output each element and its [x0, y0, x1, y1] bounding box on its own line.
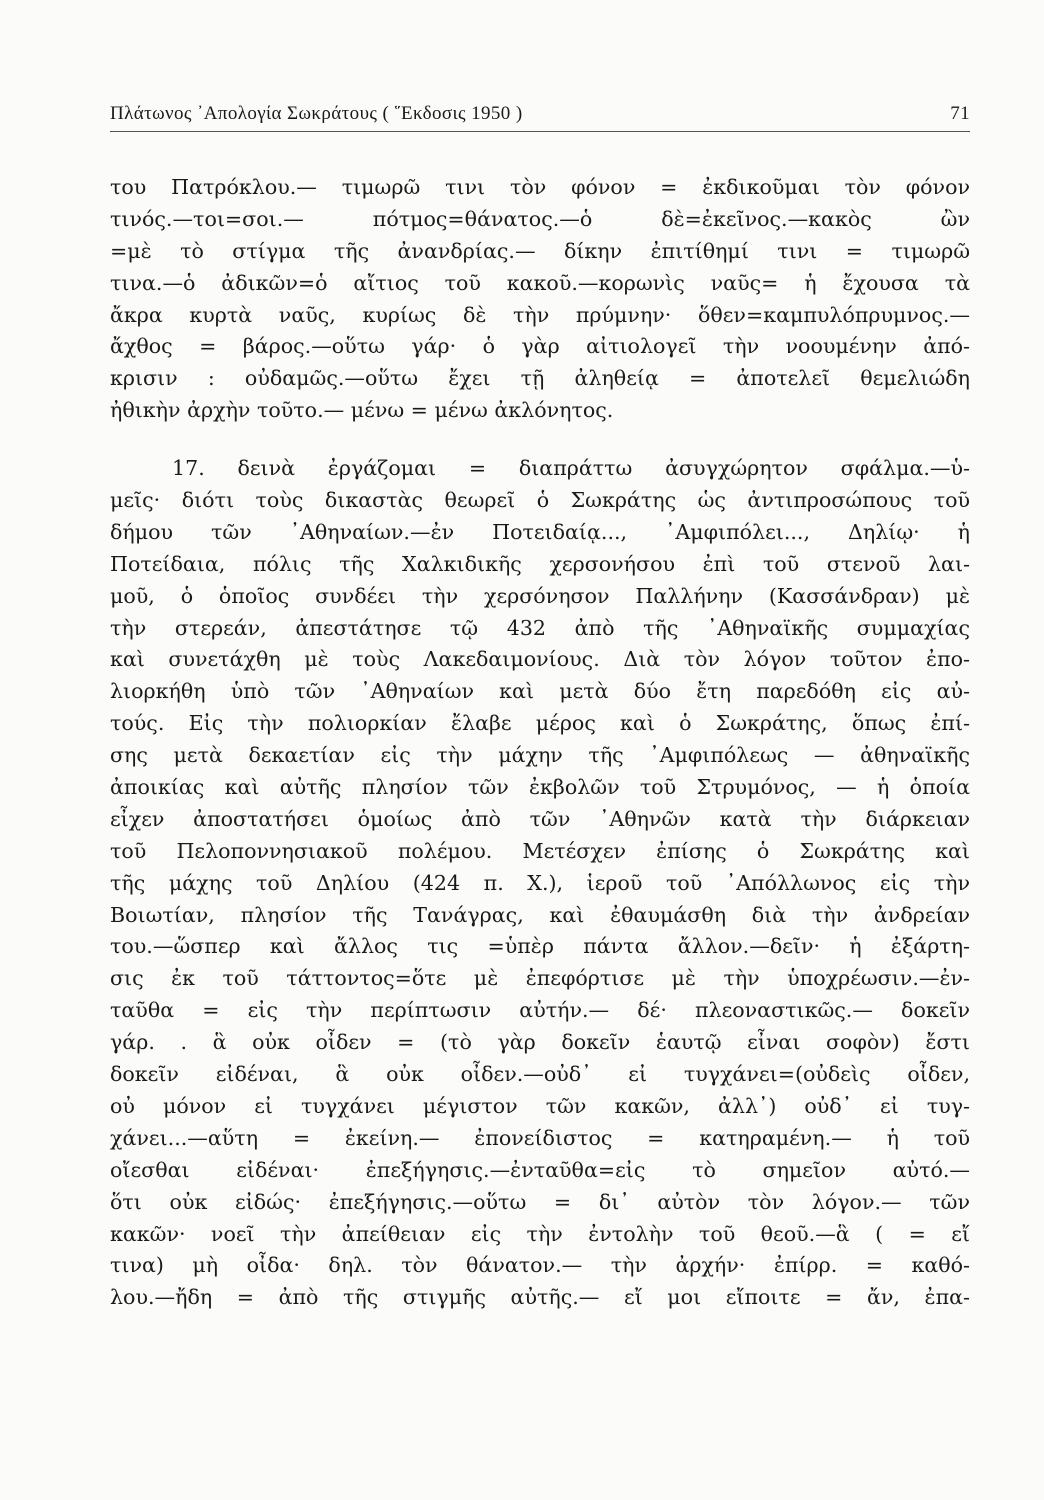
text-line: χάνει...—αὕτη = ἐκείνη.— ἐπονείδιστος = κατηραμένη.— ἡ τοῦ	[110, 1125, 970, 1150]
text-line: μοῦ, ὁ ὁποῖος συνδέει τὴν χερσόνησον Παλλήνην (Κασσάνδραν) μὲ	[110, 583, 970, 608]
text-line: του Πατρόκλου.— τιμωρῶ τινι τὸν φόνον = ἐκδικοῦμαι τὸν φόνον	[110, 175, 970, 199]
page-number: 71	[950, 103, 970, 124]
text-line: τὴν στερεάν, ἀπεστάτησε τῷ 432 ἀπὸ τῆς ᾿Αθηναϊκῆς συμμαχίας	[110, 615, 970, 640]
text-line: 17. δεινὰ ἐργάζομαι = διαπράττω ἀσυγχώρητον σφάλμα.—ὑ-	[172, 456, 970, 481]
text-line: εἶχεν ἀποστατήσει ὁμοίως ἀπὸ τῶν ᾿Αθηνῶν κατὰ τὴν διάρκειαν	[110, 806, 970, 831]
text-line: τινα) μὴ οἶδα· δηλ. τὸν θάνατον.— τὴν ἀρχήν· ἐπίρρ. = καθό-	[110, 1253, 970, 1278]
text-line: τινός.—τοι=σοι.— πότμος=θάνατος.—ὁ δὲ=ἐκεῖνος.—κακὸς ὢν	[110, 206, 970, 231]
text-line: λιορκήθη ὑπὸ τῶν ᾿Αθηναίων καὶ μετὰ δύο ἔτη παρεδόθη εἰς αὐ-	[110, 679, 970, 704]
text-line: ἀποικίας καὶ αὐτῆς πλησίον τῶν ἐκβολῶν τοῦ Στρυμόνος, — ἡ ὁποία	[110, 775, 970, 800]
text-line: τινα.—ὁ ἀδικῶν=ὁ αἴτιος τοῦ κακοῦ.—κορωνὶς ναῦς= ἡ ἔχουσα τὰ	[110, 270, 970, 295]
text-line: λου.—ἤδη = ἀπὸ τῆς στιγμῆς αὐτῆς.— εἴ μοι εἴποιτε = ἄν, ἐπα-	[110, 1285, 970, 1310]
paragraph-2	[110, 453, 970, 1314]
text-line: δήμου τῶν ᾿Αθηναίων.—ἐν Ποτειδαίᾳ..., ᾿Αμφιπόλει..., Δηλίῳ· ἡ	[110, 519, 970, 544]
text-line: ἄκρα κυρτὰ ναῦς, κυρίως δὲ τὴν πρύμνην· ὅθεν=καμπυλόπρυμνος.—	[110, 302, 970, 327]
text-line: καὶ συνετάχθη μὲ τοὺς Λακεδαιμονίους. Διὰ τὸν λόγον τοῦτον ἐπο-	[110, 647, 970, 672]
text-line: σης μετὰ δεκαετίαν εἰς τὴν μάχην τῆς ᾿Αμφιπόλεως — ἀθηναϊκῆς	[110, 743, 970, 768]
text-line: μεῖς· διότι τοὺς δικαστὰς θεωρεῖ ὁ Σωκράτης ὡς ἀντιπροσώπους τοῦ	[110, 488, 970, 513]
text-line: κρισιν : οὐδαμῶς.—οὕτω ἔχει τῇ ἀληθείᾳ = ἀποτελεῖ θεμελιώδη	[110, 366, 970, 391]
header-title: Πλάτωνος ᾿Απολογία Σωκράτους ( ῞Εκδοσις 1950 )	[110, 103, 523, 124]
text-line: ὅτι οὐκ εἰδώς· ἐπεξήγησις.—οὕτω = δι᾿ αὐτὸν τὸν λόγον.— τῶν	[110, 1189, 970, 1214]
text-line: τῆς μάχης τοῦ Δηλίου (424 π. Χ.), ἱεροῦ τοῦ ᾿Απόλλωνος εἰς τὴν	[110, 870, 970, 895]
text-line: ἄχθος = βάρος.—οὕτω γάρ· ὁ γὰρ αἰτιολογεῖ τὴν νοουμένην ἀπό-	[110, 334, 970, 359]
text-line: Ποτείδαια, πόλις τῆς Χαλκιδικῆς χερσονήσου ἐπὶ τοῦ στενοῦ λαι-	[110, 551, 970, 576]
text-line: ἠθικὴν ἀρχὴν τοῦτο.— μένω = μένω ἀκλόνητος.	[110, 398, 614, 423]
text-line: σις ἐκ τοῦ τάττοντος=ὅτε μὲ ἐπεφόρτισε μὲ τὴν ὑποχρέωσιν.—ἐν-	[110, 966, 970, 991]
text-line: κακῶν· νοεῖ τὴν ἀπείθειαν εἰς τὴν ἐντολὴν τοῦ θεοῦ.—ἃ ( = εἴ	[110, 1221, 970, 1246]
body-text	[110, 172, 970, 1314]
paragraph-1	[110, 172, 970, 427]
text-line: γάρ. . ἃ οὐκ οἶδεν = (τὸ γὰρ δοκεῖν ἑαυτῷ εἶναι σοφὸν) ἔστι	[110, 1030, 970, 1055]
text-line: τοῦ Πελοποννησιακοῦ πολέμου. Μετέσχεν ἐπίσης ὁ Σωκράτης καὶ	[110, 838, 970, 863]
paragraph-gap	[110, 427, 970, 453]
text-line: οἴεσθαι εἰδέναι· ἐπεξήγησις.—ἐνταῦθα=εἰς τὸ σημεῖον αὐτό.—	[110, 1157, 970, 1182]
text-line: του.—ὥσπερ καὶ ἄλλος τις =ὑπὲρ πάντα ἄλλον.—δεῖν· ἡ ἐξάρτη-	[110, 934, 970, 959]
text-line: =μὲ τὸ στίγμα τῆς ἀνανδρίας.— δίκην ἐπιτίθημί τινι = τιμωρῶ	[110, 238, 970, 263]
running-header	[110, 101, 970, 132]
text-line: οὐ μόνον εἰ τυγχάνει μέγιστον τῶν κακῶν, ἀλλ᾿) οὐδ᾿ εἰ τυγ-	[110, 1093, 970, 1118]
text-line: ταῦθα = εἰς τὴν περίπτωσιν αὐτήν.— δέ· πλεοναστικῶς.— δοκεῖν	[110, 998, 970, 1023]
text-line: Βοιωτίαν, πλησίον τῆς Τανάγρας, καὶ ἐθαυμάσθη διὰ τὴν ἀνδρείαν	[110, 902, 970, 927]
text-line: τούς. Εἰς τὴν πολιορκίαν ἔλαβε μέρος καὶ ὁ Σωκράτης, ὅπως ἐπί-	[110, 711, 970, 736]
text-line: δοκεῖν εἰδέναι, ἃ οὐκ οἶδεν.—οὐδ᾿ εἰ τυγχάνει=(οὐδεὶς οἶδεν,	[110, 1062, 970, 1087]
